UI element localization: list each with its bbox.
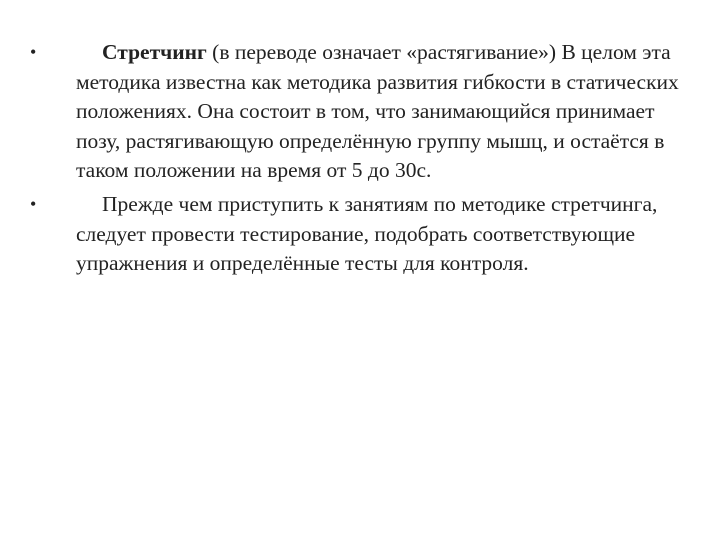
- bullet-item-testing: [30, 190, 690, 279]
- stretching-term: Стретчинг: [102, 40, 207, 64]
- bullet-marker: •: [30, 42, 37, 62]
- bullet-list: [30, 38, 690, 283]
- stretching-definition-text: (в переводе означает «растягивание») В целом эта методика известна как методика развития гибкости в статических положениях. Она состоит в том, что занимающийся принимает позу, растягивающую определённую группу мышц, и остаётся в таком положении на время от 5 до 30с.: [76, 40, 679, 183]
- testing-text: Прежде чем приступить к занятиям по методике стретчинга, следует провести тестирование, подобрать соответствующие упражнения и определённые тесты для контроля.: [76, 191, 658, 276]
- bullet-item-stretching-definition: [30, 38, 690, 186]
- bullet-marker: •: [30, 193, 37, 214]
